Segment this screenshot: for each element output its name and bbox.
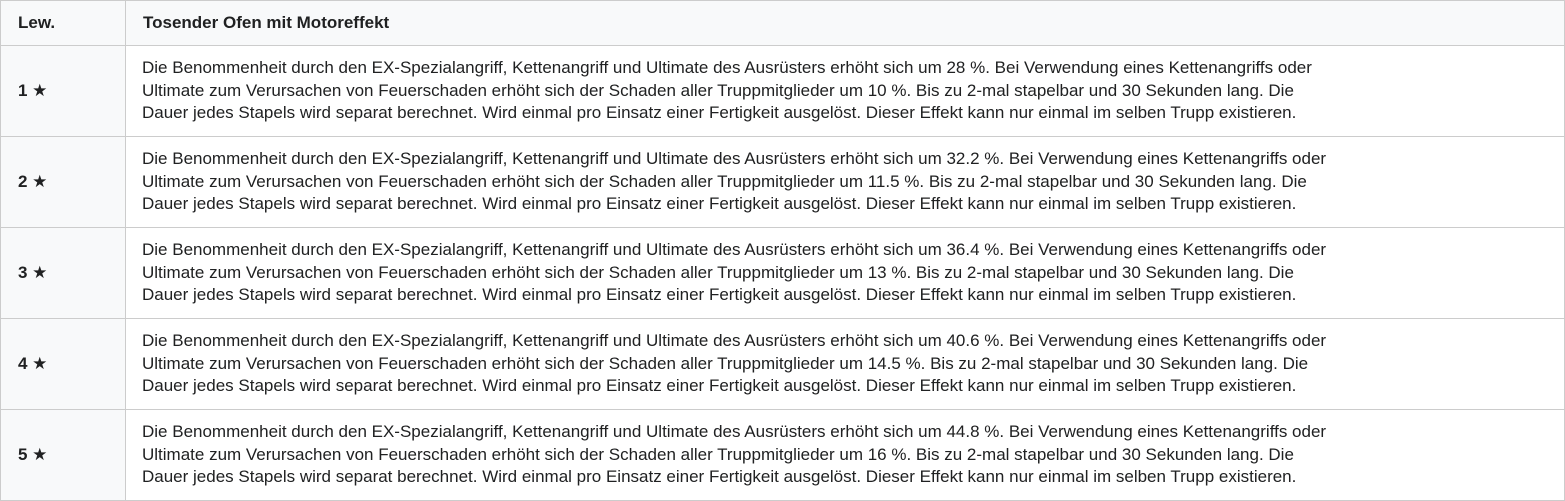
level-cell: 2 ★: [1, 137, 126, 228]
description-cell: [126, 137, 1565, 228]
description-line: Ultimate zum Verursachen von Feuerschaden erhöht sich der Schaden aller Truppmitglieder um 14.5 %. Bis zu 2-mal stapelbar und 30 Sekunden lang. Die: [142, 353, 1309, 373]
column-header-level: Lew.: [1, 1, 126, 46]
description-cell: [126, 319, 1565, 410]
description-line: Die Benommenheit durch den EX-Spezialangriff, Kettenangriff und Ultimate des Ausrüsters erhöht sich um 44.8 %. Bei Verwendung eines Kettenangriffs oder: [142, 422, 1327, 442]
description-line: Die Benommenheit durch den EX-Spezialangriff, Kettenangriff und Ultimate des Ausrüsters erhöht sich um 40.6 %. Bei Verwendung eines Kettenangriffs oder: [142, 331, 1327, 351]
table-row: [1, 46, 1565, 137]
description-text: [142, 239, 1552, 307]
description-line: Ultimate zum Verursachen von Feuerschaden erhöht sich der Schaden aller Truppmitglieder um 16 %. Bis zu 2-mal stapelbar und 30 Sekunden lang. Die: [142, 444, 1294, 464]
description-line: Ultimate zum Verursachen von Feuerschaden erhöht sich der Schaden aller Truppmitglieder um 10 %. Bis zu 2-mal stapelbar und 30 Sekunden lang. Die: [142, 80, 1294, 100]
description-line: Dauer jedes Stapels wird separat berechnet. Wird einmal pro Einsatz einer Fertigkeit ausgelöst. Dieser Effekt kann nur einmal im selben Trupp existieren.: [142, 194, 1297, 214]
description-line: Ultimate zum Verursachen von Feuerschaden erhöht sich der Schaden aller Truppmitglieder um 13 %. Bis zu 2-mal stapelbar und 30 Sekunden lang. Die: [142, 262, 1294, 282]
description-cell: [126, 410, 1565, 501]
level-cell: 4 ★: [1, 319, 126, 410]
description-line: Ultimate zum Verursachen von Feuerschaden erhöht sich der Schaden aller Truppmitglieder um 11.5 %. Bis zu 2-mal stapelbar und 30 Sekunden lang. Die: [142, 171, 1307, 191]
description-line: Die Benommenheit durch den EX-Spezialangriff, Kettenangriff und Ultimate des Ausrüsters erhöht sich um 32.2 %. Bei Verwendung eines Kettenangriffs oder: [142, 149, 1327, 169]
header-row: [1, 1, 1565, 46]
description-line: Die Benommenheit durch den EX-Spezialangriff, Kettenangriff und Ultimate des Ausrüsters erhöht sich um 28 %. Bei Verwendung eines Kettenangriffs oder: [142, 58, 1312, 78]
description-line: Dauer jedes Stapels wird separat berechnet. Wird einmal pro Einsatz einer Fertigkeit ausgelöst. Dieser Effekt kann nur einmal im selben Trupp existieren.: [142, 467, 1297, 487]
description-line: Dauer jedes Stapels wird separat berechnet. Wird einmal pro Einsatz einer Fertigkeit ausgelöst. Dieser Effekt kann nur einmal im selben Trupp existieren.: [142, 103, 1297, 123]
description-text: [142, 57, 1552, 125]
level-cell: 3 ★: [1, 228, 126, 319]
description-cell: [126, 228, 1565, 319]
description-line: Die Benommenheit durch den EX-Spezialangriff, Kettenangriff und Ultimate des Ausrüsters erhöht sich um 36.4 %. Bei Verwendung eines Kettenangriffs oder: [142, 240, 1327, 260]
description-text: [142, 148, 1552, 216]
level-cell: 1 ★: [1, 46, 126, 137]
table-row: [1, 410, 1565, 501]
description-cell: [126, 46, 1565, 137]
description-text: [142, 421, 1552, 489]
description-line: Dauer jedes Stapels wird separat berechnet. Wird einmal pro Einsatz einer Fertigkeit ausgelöst. Dieser Effekt kann nur einmal im selben Trupp existieren.: [142, 285, 1297, 305]
table-row: [1, 228, 1565, 319]
column-header-effect: Tosender Ofen mit Motoreffekt: [126, 1, 1565, 46]
table-row: [1, 319, 1565, 410]
description-text: [142, 330, 1552, 398]
description-line: Dauer jedes Stapels wird separat berechnet. Wird einmal pro Einsatz einer Fertigkeit ausgelöst. Dieser Effekt kann nur einmal im selben Trupp existieren.: [142, 376, 1297, 396]
level-cell: 5 ★: [1, 410, 126, 501]
table-row: [1, 137, 1565, 228]
